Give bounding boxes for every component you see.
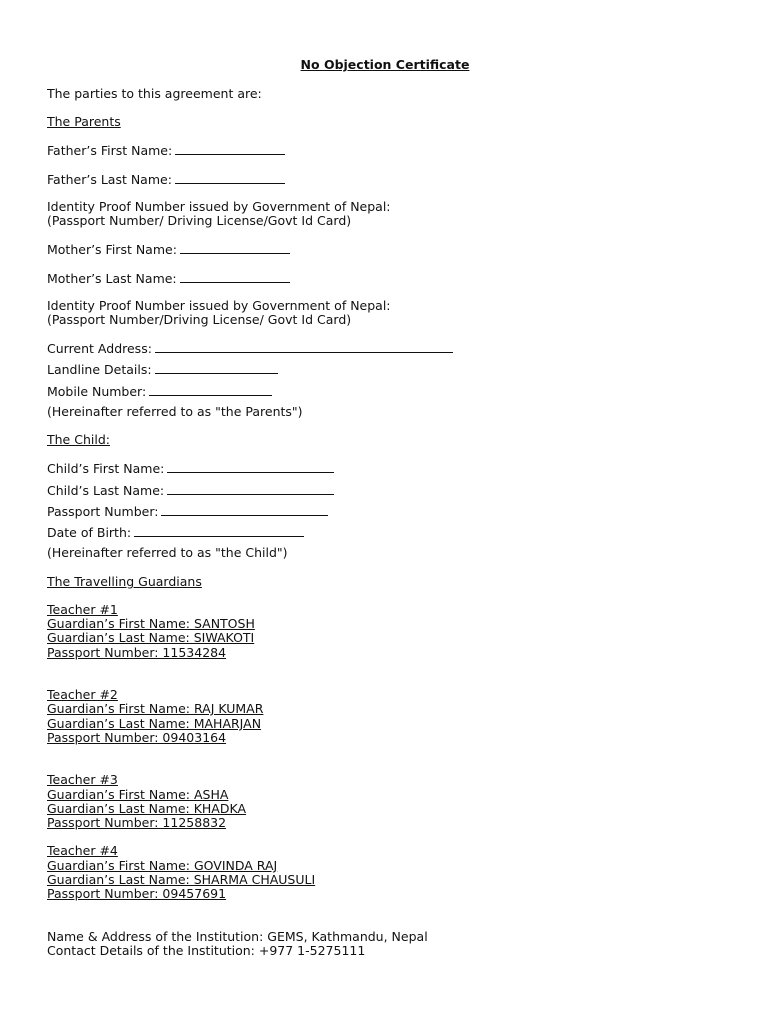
- mother-last-row: [47, 271, 290, 286]
- mother-last-blank[interactable]: [180, 271, 290, 283]
- institution-contact: Contact Details of the Institution: +977 1-5275111: [47, 943, 366, 958]
- teacher-1-passport: Passport Number: 11534284: [47, 645, 227, 660]
- father-first-label: Father’s First Name:: [47, 143, 173, 158]
- current-address-label: Current Address:: [47, 341, 152, 356]
- child-first-label: Child’s First Name:: [47, 461, 165, 476]
- child-passport-label: Passport Number:: [47, 504, 159, 519]
- id-proof-2-line-b: (Passport Number/Driving License/ Govt Id Card): [47, 312, 352, 327]
- mother-first-row: [47, 242, 290, 257]
- child-passport-row: [47, 504, 328, 519]
- teacher-1-last-name: Guardian’s Last Name: SIWAKOTI: [47, 630, 255, 645]
- parents-heading: The Parents: [47, 114, 121, 129]
- landline-label: Landline Details:: [47, 362, 152, 377]
- intro-text: The parties to this agreement are:: [47, 86, 262, 101]
- father-last-row: [47, 172, 285, 187]
- father-first-row: [47, 143, 285, 158]
- current-address-blank[interactable]: [155, 341, 453, 353]
- child-referred-text: (Hereinafter referred to as "the Child"): [47, 545, 288, 560]
- teacher-3-label: Teacher #3: [47, 772, 118, 787]
- teacher-2-passport: Passport Number: 09403164: [47, 730, 227, 745]
- teacher-3-passport: Passport Number: 11258832: [47, 815, 227, 830]
- teacher-4-first-name: Guardian’s First Name: GOVINDA RAJ: [47, 858, 278, 873]
- child-last-label: Child’s Last Name:: [47, 483, 165, 498]
- guardians-heading: The Travelling Guardians: [47, 574, 202, 589]
- teacher-4-last-name: Guardian’s Last Name: SHARMA CHAUSULI: [47, 872, 316, 887]
- child-first-blank[interactable]: [167, 461, 334, 473]
- teacher-2-last-name: Guardian’s Last Name: MAHARJAN: [47, 716, 262, 731]
- child-dob-label: Date of Birth:: [47, 525, 132, 540]
- father-first-blank[interactable]: [175, 143, 285, 155]
- mother-last-label: Mother’s Last Name:: [47, 271, 177, 286]
- document-title: No Objection Certificate: [300, 57, 470, 72]
- teacher-4-label: Teacher #4: [47, 843, 118, 858]
- father-last-blank[interactable]: [175, 172, 285, 184]
- father-last-label: Father’s Last Name:: [47, 172, 172, 187]
- mother-first-blank[interactable]: [180, 242, 290, 254]
- mobile-blank[interactable]: [149, 384, 272, 396]
- teacher-4-passport: Passport Number: 09457691: [47, 886, 227, 901]
- child-heading: The Child:: [47, 432, 110, 447]
- child-first-row: [47, 461, 334, 476]
- teacher-3-last-name: Guardian’s Last Name: KHADKA: [47, 801, 247, 816]
- child-last-blank[interactable]: [167, 483, 334, 495]
- child-passport-blank[interactable]: [161, 504, 328, 516]
- mobile-row: [47, 384, 272, 399]
- child-last-row: [47, 483, 334, 498]
- landline-blank[interactable]: [155, 362, 278, 374]
- parents-referred-text: (Hereinafter referred to as "the Parents"): [47, 404, 303, 419]
- teacher-2-label: Teacher #2: [47, 687, 118, 702]
- landline-row: [47, 362, 278, 377]
- teacher-1-first-name: Guardian’s First Name: SANTOSH: [47, 616, 255, 631]
- current-address-row: [47, 341, 453, 356]
- child-dob-blank[interactable]: [134, 525, 304, 537]
- teacher-3-first-name: Guardian’s First Name: ASHA: [47, 787, 229, 802]
- mother-first-label: Mother’s First Name:: [47, 242, 177, 257]
- institution-name-address: Name & Address of the Institution: GEMS, Kathmandu, Nepal: [47, 929, 428, 944]
- id-proof-2-line-a: Identity Proof Number issued by Government of Nepal:: [47, 298, 391, 313]
- id-proof-1-line-a: Identity Proof Number issued by Government of Nepal:: [47, 199, 391, 214]
- teacher-1-label: Teacher #1: [47, 602, 118, 617]
- teacher-2-first-name: Guardian’s First Name: RAJ KUMAR: [47, 701, 264, 716]
- mobile-label: Mobile Number:: [47, 384, 147, 399]
- id-proof-1-line-b: (Passport Number/ Driving License/Govt Id Card): [47, 213, 352, 228]
- child-dob-row: [47, 525, 304, 540]
